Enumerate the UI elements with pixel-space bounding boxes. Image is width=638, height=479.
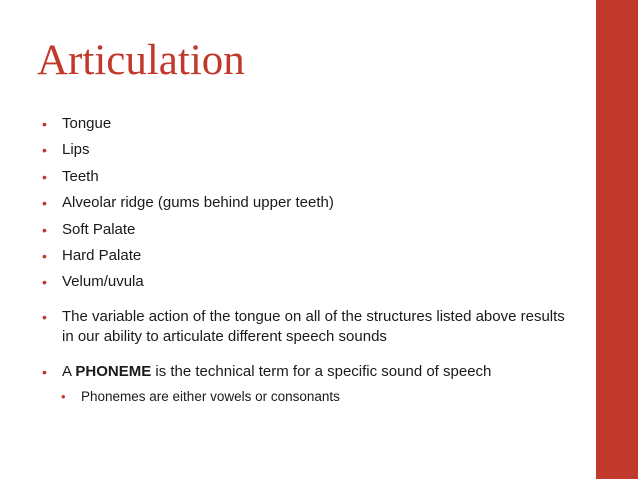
bullet-item-phoneme	[40, 362, 580, 382]
bullet-icon: •	[42, 116, 47, 132]
slide-body	[40, 114, 580, 413]
bullet-item	[40, 114, 580, 134]
bullet-item	[40, 167, 580, 187]
bullet-icon: •	[42, 309, 47, 326]
bullet-item-variable-action	[40, 307, 580, 347]
bullet-item	[40, 140, 580, 160]
phoneme-term: PHONEME	[75, 363, 152, 381]
bullet-item	[40, 246, 580, 266]
phoneme-suffix: is the technical term for a specific sound of speech	[151, 363, 492, 381]
bullet-item	[40, 220, 580, 240]
bullet-icon: •	[42, 364, 47, 381]
bullet-text: The variable action of the tongue on all of the structures listed above results in our ability to articulate different speech sounds	[62, 308, 565, 346]
bullet-icon: •	[42, 195, 47, 212]
sub-bullet-item	[59, 387, 580, 407]
bullet-text: Teeth	[62, 167, 99, 185]
accent-bar	[596, 0, 638, 479]
bullet-item	[40, 193, 580, 213]
bullet-icon: •	[42, 247, 47, 264]
bullet-icon: •	[42, 168, 47, 185]
phoneme-prefix: A	[62, 363, 76, 381]
bullet-text: Tongue	[62, 115, 112, 132]
bullet-text: Velum/uvula	[62, 273, 144, 291]
bullet-icon: •	[61, 388, 66, 404]
bullet-text: Phonemes are either vowels or consonants	[81, 388, 340, 404]
bullet-icon: •	[42, 274, 47, 291]
slide-title: Articulation	[37, 37, 245, 84]
bullet-icon: •	[42, 142, 47, 159]
bullet-text: Soft Palate	[62, 220, 136, 238]
bullet-icon: •	[42, 221, 47, 238]
bullet-text: Lips	[62, 141, 90, 159]
bullet-item	[40, 272, 580, 292]
bullet-text: Alveolar ridge (gums behind upper teeth)	[62, 194, 334, 212]
bullet-text: Hard Palate	[62, 246, 142, 264]
